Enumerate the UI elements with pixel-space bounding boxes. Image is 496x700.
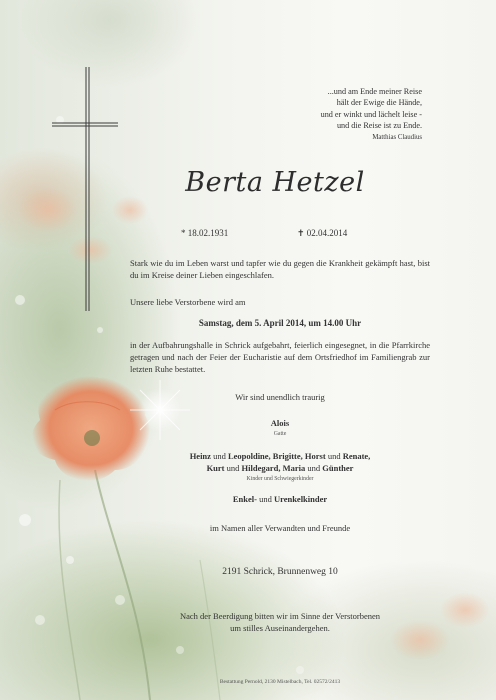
- spouse-name: Alois: [270, 418, 290, 428]
- intro-paragraph: Stark wie du im Leben warst und tapfer wie du gegen die Krankheit gekämpft hast, bist du im Kreise deiner Lieben eingeschlafen.: [130, 258, 430, 280]
- quote-author: Matthias Claudius: [372, 133, 422, 141]
- funeral-date: Samstag, dem 5. April 2014, um 14.00 Uhr: [198, 318, 362, 328]
- name-fragment: und: [325, 451, 343, 461]
- cross-icon: [50, 65, 120, 315]
- birth-date: * 18.02.1931: [181, 228, 229, 238]
- name-fragment: und: [305, 463, 323, 473]
- name-fragment: Günther: [322, 463, 354, 473]
- closing-line-1: Nach der Beerdigung bitten wir im Sinne der Verstorbenen: [179, 611, 380, 621]
- name-fragment: Renate,: [342, 451, 371, 461]
- poem-quote: [260, 86, 422, 143]
- name-fragment: Hildegard, Maria: [241, 463, 306, 473]
- death-date: ✝ 02.04.2014: [297, 228, 348, 238]
- deceased-name: Berta Hetzel: [185, 167, 365, 198]
- children-line-1: [130, 451, 430, 461]
- announce-text: Unsere liebe Verstorbene wird am: [130, 297, 246, 307]
- quote-line: ...und am Ende meiner Reise: [327, 87, 422, 96]
- name-fragment: und: [210, 451, 228, 461]
- quote-line: hält der Ewige die Hände,: [336, 98, 422, 108]
- name-fragment: und: [256, 494, 274, 504]
- name-fragment: Enkel-: [232, 494, 257, 504]
- grandchildren-line: [130, 494, 430, 504]
- name-fragment: und: [224, 463, 242, 473]
- mourning-text: Wir sind unendlich traurig: [235, 392, 325, 402]
- spouse-role: Gatte: [273, 431, 287, 437]
- footer-undertaker: Bestattung Pernold, 2130 Mistelbach, Tel. 02572/2413: [219, 679, 341, 685]
- children-role: Kinder und Schwiegerkinder: [246, 476, 314, 482]
- children-line-2: [130, 463, 430, 473]
- ceremony-details: in der Aufbahrungshalle in Schrick aufgebahrt, feierlich eingesegnet, in die Pfarrkirche getragen und nach der Feier der Eucharistie auf dem Ortsfriedhof im Familiengrab zur letzten Ruhe bestattet.: [130, 340, 430, 374]
- address: 2191 Schrick, Brunnenweg 10: [222, 567, 338, 577]
- relatives-text: im Namen aller Verwandten und Freunde: [209, 523, 351, 533]
- quote-line: und er winkt und lächelt leise -: [320, 109, 422, 119]
- name-fragment: Heinz: [189, 451, 211, 461]
- quote-line: und die Reise ist zu Ende.: [336, 121, 422, 131]
- name-fragment: Urenkelkinder: [273, 494, 328, 504]
- name-fragment: Kurt: [206, 463, 225, 473]
- name-fragment: Leopoldine, Brigitte, Horst: [227, 451, 326, 461]
- closing-line-2: um stilles Auseinandergehen.: [230, 623, 330, 633]
